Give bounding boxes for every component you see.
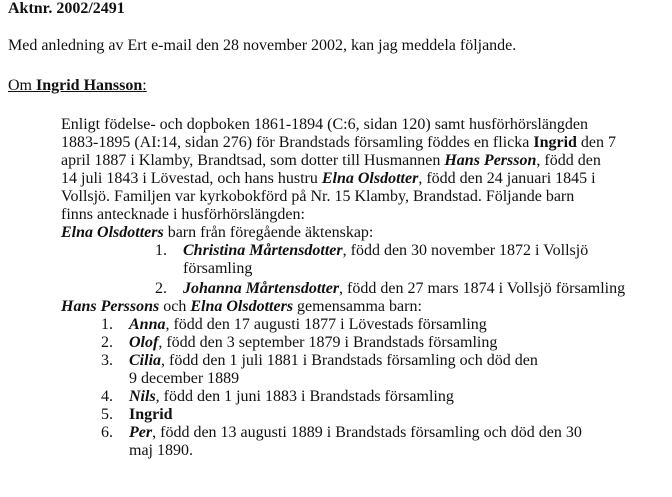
list-item (61, 334, 669, 352)
group1-mother-name: Elna Olsdotters (61, 224, 164, 241)
list-item (61, 352, 669, 388)
child-details: , född den 1 juli 1881 i Brandstads församling och död den (161, 352, 538, 369)
child-details-cont: församling (183, 260, 253, 277)
paragraph-line-1: Enligt födelse- och dopboken 1861-1894 (C:6, sidan 120) samt husförhörslängden (61, 116, 589, 133)
child-details: , född den 3 september 1879 i Brandstads församling (158, 334, 498, 351)
child-details: , född den 17 augusti 1877 i Lövestads församling (165, 316, 487, 333)
group2-heading-and: och (159, 298, 191, 315)
child-details-cont: 9 december 1889 (129, 370, 240, 387)
record-body (61, 116, 669, 460)
list-item-number: 3. (101, 352, 113, 369)
paragraph-line-5: Vollsjö. Familjen var kyrkobokförd på Nr. 15 Klamby, Brandstad. Följande barn (61, 188, 575, 205)
list-item (61, 242, 669, 278)
child-name: Johanna Mårtensdotter (183, 280, 340, 297)
case-number: Aktnr. 2002/2491 (8, 0, 125, 17)
paragraph-line-2-tail: den 7 (576, 134, 617, 151)
group2-heading-text: gemensamma barn: (293, 298, 422, 315)
paragraph-line-3-tail: , född den (536, 152, 601, 169)
child-details: , född den 27 mars 1874 i Vollsjö församling (339, 280, 626, 297)
list-item-number: 4. (101, 388, 113, 405)
child-details: , född den 1 juni 1883 i Brandstads församling (155, 388, 454, 405)
paragraph-line-2: 1883-1895 (AI:14, sidan 276) för Brandstads församling föddes en flicka (61, 134, 534, 151)
list-item-number: 5. (101, 406, 113, 423)
group1-heading-text: barn från föregående äktenskap: (163, 224, 374, 241)
list-item (61, 280, 669, 298)
subject-suffix: : (142, 77, 147, 94)
father-name: Hans Persson (444, 152, 537, 169)
list-item-number: 2. (101, 334, 113, 351)
group1-heading (61, 224, 669, 242)
subject-name: Ingrid Hansson (36, 77, 143, 94)
list-item-number: 1. (155, 242, 167, 259)
group2-mother-name: Elna Olsdotters (190, 298, 294, 315)
subject-prefix: Om (8, 77, 36, 94)
child-details: , född den 30 november 1872 i Vollsjö (342, 242, 589, 259)
group2-father-name: Hans Perssons (61, 298, 160, 315)
intro-line: Med anledning av Ert e-mail den 28 november 2002, kan jag meddela följande. (8, 37, 517, 54)
child-name: Anna (129, 316, 166, 333)
list-item (61, 406, 669, 424)
child-name: Christina Mårtensdotter (183, 242, 343, 259)
list-item (61, 316, 669, 334)
record-paragraph (61, 116, 669, 224)
mother-name: Elna Olsdotter (321, 170, 419, 187)
child-name: Olof (129, 334, 159, 351)
list-item (61, 388, 669, 406)
list-item-number: 2. (155, 280, 167, 297)
paragraph-line-6: finns antecknade i husförhörslängden: (61, 206, 305, 223)
child-name-ingrid: Ingrid (533, 134, 577, 151)
group2-heading (61, 298, 669, 316)
group1-children-list (61, 242, 669, 298)
child-name: Nils (129, 388, 156, 405)
subject-heading (8, 77, 147, 95)
paragraph-line-3: april 1887 i Klamby, Brandtsad, som dotter till Husmannen (61, 152, 445, 169)
list-item (61, 424, 669, 460)
child-details-cont: maj 1890. (129, 442, 193, 459)
child-name: Ingrid (129, 406, 173, 423)
child-name: Per (129, 424, 153, 441)
list-item-number: 1. (101, 316, 113, 333)
paragraph-line-4: 14 juli 1843 i Lövestad, och hans hustru (61, 170, 322, 187)
child-name: Cilia (129, 352, 162, 369)
child-details: , född den 13 augusti 1889 i Brandstads församling och död den 30 (152, 424, 582, 441)
list-item-number: 6. (101, 424, 113, 441)
paragraph-line-4-tail: , född den 24 januari 1845 i (418, 170, 596, 187)
group2-children-list (61, 316, 669, 460)
